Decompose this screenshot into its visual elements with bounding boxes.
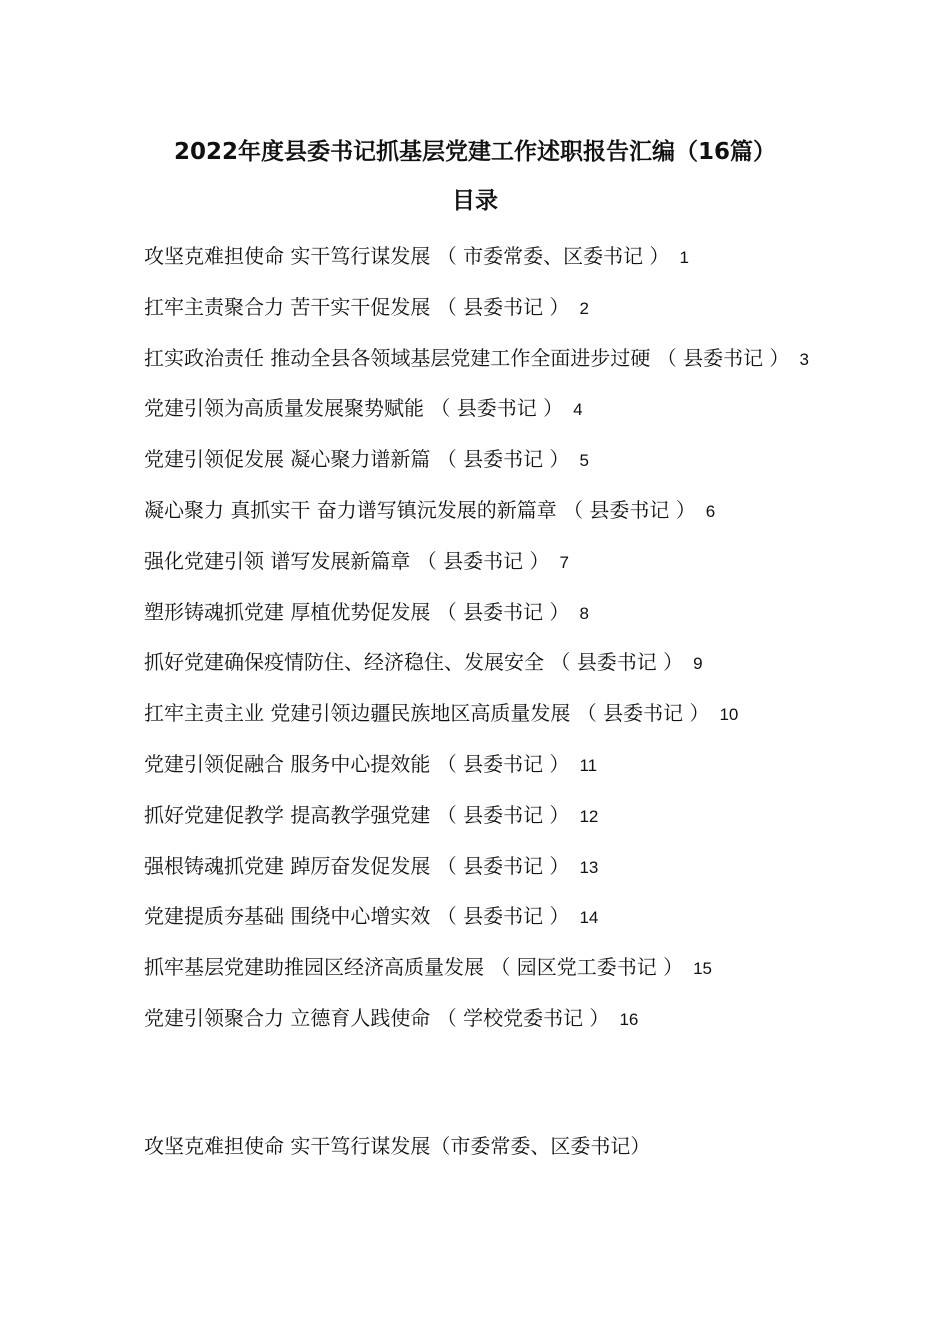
toc-entry[interactable]	[144, 791, 814, 842]
toc-entry[interactable]	[144, 384, 814, 435]
toc-entry[interactable]	[144, 283, 814, 334]
toc-entry-title: 党建提质夯基础 围绕中心增实效 （ 县委书记 ）	[144, 904, 570, 929]
toc-entry-page: 8	[579, 603, 589, 623]
toc-entry-title: 党建引领聚合力 立德育人践使命 （ 学校党委书记 ）	[144, 1005, 610, 1030]
toc-entry-page: 5	[579, 451, 589, 471]
document-title: 2022年度县委书记抓基层党建工作述职报告汇编（16篇）	[173, 139, 777, 165]
toc-entry-title: 强根铸魂抓党建 踔厉奋发促发展 （ 县委书记 ）	[144, 853, 570, 878]
toc-entry-title: 强化党建引领 谱写发展新篇章 （ 县委书记 ）	[144, 548, 550, 573]
toc-entry-page: 14	[579, 908, 599, 928]
toc-entry-title: 扛牢主责聚合力 苦干实干促发展 （ 县委书记 ）	[144, 294, 570, 319]
toc-entry-title: 攻坚克难担使命 实干笃行谋发展 （ 市委常委、区委书记 ）	[144, 244, 670, 268]
toc-entry-title: 凝心聚力 真抓实干 奋力谱写镇沅发展的新篇章 （ 县委书记 ）	[144, 497, 696, 522]
toc-entry-page: 15	[693, 959, 712, 979]
toc-entry[interactable]	[144, 740, 814, 791]
toc-entry[interactable]	[144, 842, 814, 893]
toc-entry[interactable]	[144, 334, 814, 385]
toc-entry-page: 12	[579, 806, 599, 826]
toc-entry-page: 2	[579, 298, 589, 318]
toc-entry[interactable]	[144, 435, 814, 486]
toc-entry[interactable]	[144, 537, 814, 588]
toc-entry-title: 抓牢基层党建助推园区经济高质量发展 （ 园区党工委书记 ）	[144, 955, 684, 980]
toc-entry-page: 16	[619, 1009, 639, 1029]
toc-entry[interactable]	[144, 638, 814, 689]
toc-entry-page: 7	[559, 552, 569, 572]
toc-entry-title: 扛实政治责任 推动全县各领域基层党建工作全面进步过硬 （ 县委书记 ）	[144, 345, 790, 370]
toc-entry[interactable]	[144, 232, 814, 283]
section-heading: 攻坚克难担使命 实干笃行谋发展（市委常委、区委书记）	[144, 1134, 651, 1158]
toc-entry-page: 1	[679, 248, 689, 267]
toc-entry-title: 党建引领促发展 凝心聚力谱新篇 （ 县委书记 ）	[144, 447, 570, 472]
toc-heading: 目录	[452, 188, 498, 214]
toc-entry-page: 6	[705, 501, 716, 521]
toc-entry-page: 4	[573, 400, 583, 420]
toc-entry[interactable]	[144, 588, 814, 639]
toc-entry-title: 扛牢主责主业 党建引领边疆民族地区高质量发展 （ 县委书记 ）	[144, 701, 710, 726]
toc-entry-page: 9	[693, 654, 703, 674]
toc-entry-title: 塑形铸魂抓党建 厚植优势促发展 （ 县委书记 ）	[144, 599, 570, 624]
toc-entry-title: 党建引领促融合 服务中心提效能 （ 县委书记 ）	[144, 751, 570, 776]
toc-entry[interactable]	[144, 486, 814, 537]
table-of-contents	[144, 232, 814, 1045]
toc-entry-title: 抓好党建促教学 提高教学强党建 （ 县委书记 ）	[144, 802, 570, 827]
toc-entry-title: 党建引领为高质量发展聚势赋能 （ 县委书记 ）	[144, 396, 564, 421]
toc-entry-page: 3	[799, 349, 809, 369]
toc-entry[interactable]	[144, 689, 814, 740]
toc-entry-page: 11	[579, 755, 598, 775]
toc-entry-page: 13	[579, 857, 599, 877]
toc-entry[interactable]	[144, 943, 814, 994]
toc-entry-page: 10	[719, 705, 739, 725]
toc-entry[interactable]	[144, 892, 814, 943]
toc-entry-title: 抓好党建确保疫情防住、经济稳住、发展安全 （ 县委书记 ）	[144, 650, 684, 675]
toc-entry[interactable]	[144, 994, 814, 1045]
